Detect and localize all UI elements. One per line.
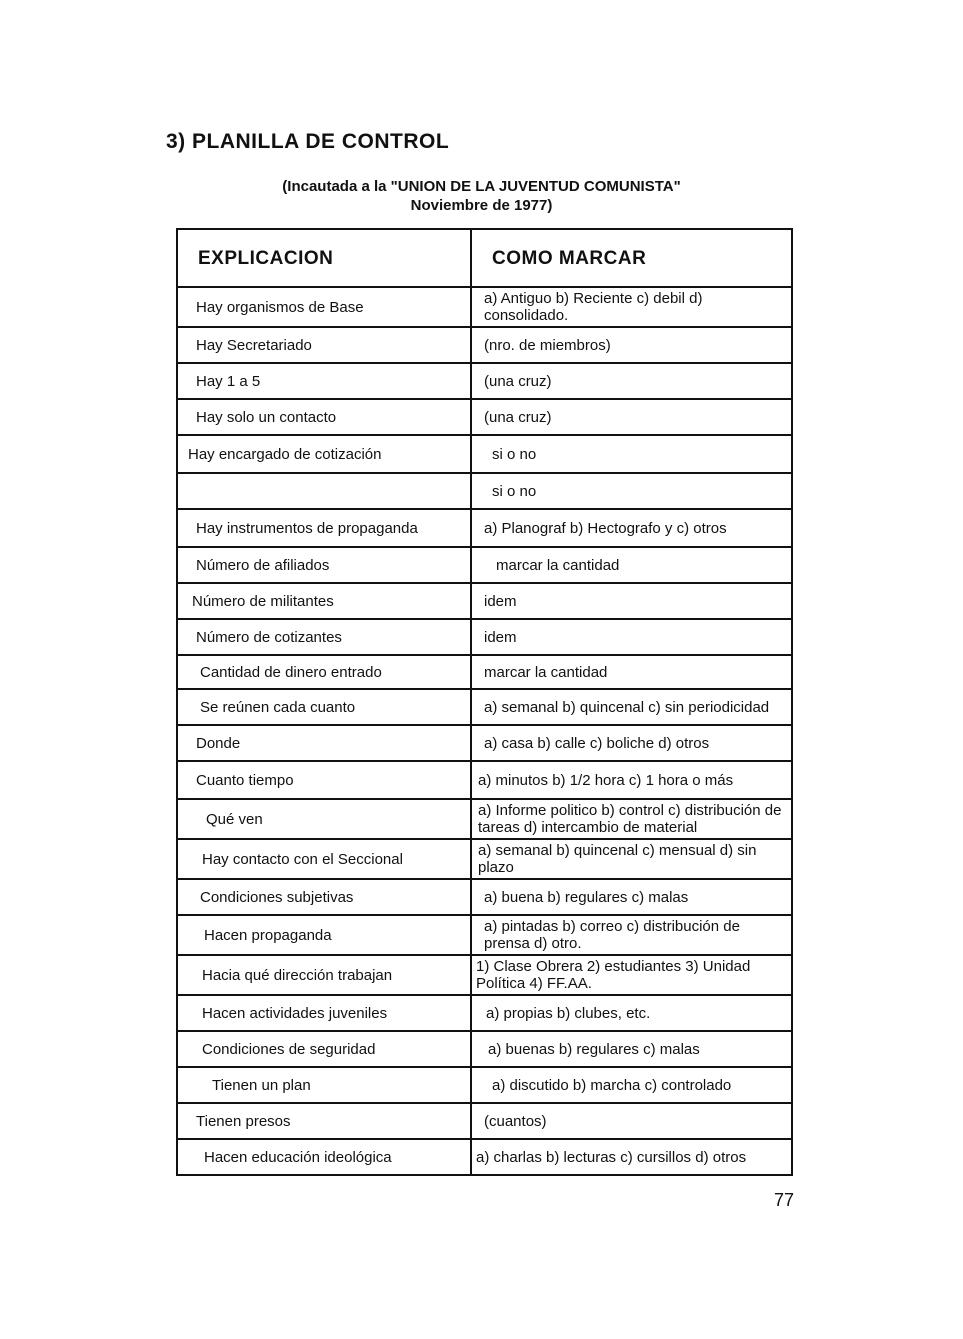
explicacion-cell: Cantidad de dinero entrado [177,655,471,689]
como-marcar-cell: marcar la cantidad [471,655,792,689]
table-row [177,879,792,915]
page-heading: 3) PLANILLA DE CONTROL [166,130,450,153]
explicacion-cell: Hay Secretariado [177,327,471,363]
explicacion-cell: Hacen educación ideológica [177,1139,471,1175]
subheading-line-2: Noviembre de 1977) [410,197,553,214]
como-marcar-cell: a) Informe politico b) control c) distribución de tareas d) intercambio de material [471,799,792,839]
como-marcar-cell: si o no [471,435,792,473]
como-marcar-cell: a) minutos b) 1/2 hora c) 1 hora o más [471,761,792,799]
table-row [177,547,792,583]
explicacion-cell: Hay instrumentos de propaganda [177,509,471,547]
como-marcar-cell: si o no [471,473,792,509]
como-marcar-cell: a) buena b) regulares c) malas [471,879,792,915]
como-marcar-cell: a) propias b) clubes, etc. [471,995,792,1031]
table-row [177,583,792,619]
como-marcar-cell: a) semanal b) quincenal c) mensual d) sin plazo [471,839,792,879]
explicacion-cell: Número de cotizantes [177,619,471,655]
explicacion-cell: Condiciones subjetivas [177,879,471,915]
table-row [177,619,792,655]
explicacion-cell: Número de militantes [177,583,471,619]
como-marcar-cell: (cuantos) [471,1103,792,1139]
explicacion-cell: Donde [177,725,471,761]
explicacion-cell: Hay 1 a 5 [177,363,471,399]
como-marcar-cell: marcar la cantidad [471,547,792,583]
explicacion-cell: Número de afiliados [177,547,471,583]
como-marcar-cell: a) buenas b) regulares c) malas [471,1031,792,1067]
explicacion-cell: Hacia qué dirección trabajan [177,955,471,995]
como-marcar-cell: a) semanal b) quincenal c) sin periodicidad [471,689,792,725]
table-row [177,287,792,327]
explicacion-cell: Qué ven [177,799,471,839]
table-row [177,509,792,547]
table-row [177,725,792,761]
subheading-line-1: (Incautada a la "UNION DE LA JUVENTUD COMUNISTA" [282,178,681,195]
como-marcar-cell: a) pintadas b) correo c) distribución de prensa d) otro. [471,915,792,955]
table-row [177,689,792,725]
table-row [177,995,792,1031]
table-row [177,915,792,955]
como-marcar-cell: a) charlas b) lecturas c) cursillos d) otros [471,1139,792,1175]
page-number: 77 [774,1190,795,1210]
explicacion-cell: Condiciones de seguridad [177,1031,471,1067]
explicacion-cell: Hay organismos de Base [177,287,471,327]
explicacion-cell: Hay encargado de cotización [177,435,471,473]
como-marcar-cell: a) Planograf b) Hectografo y c) otros [471,509,792,547]
explicacion-cell [177,473,471,509]
control-table [176,228,793,1176]
como-marcar-cell: (nro. de miembros) [471,327,792,363]
table-row [177,955,792,995]
table-header-row [177,229,792,287]
table-row [177,839,792,879]
explicacion-cell: Hacen propaganda [177,915,471,955]
table-row [177,363,792,399]
como-marcar-cell: a) Antiguo b) Reciente c) debil d) consolidado. [471,287,792,327]
table-row [177,1067,792,1103]
como-marcar-cell: 1) Clase Obrera 2) estudiantes 3) Unidad Política 4) FF.AA. [471,955,792,995]
table-row [177,399,792,435]
explicacion-cell: Hay solo un contacto [177,399,471,435]
como-marcar-cell: idem [471,583,792,619]
column-header-explicacion: EXPLICACION [177,229,471,287]
table-row [177,799,792,839]
explicacion-cell: Hay contacto con el Seccional [177,839,471,879]
table-row [177,655,792,689]
table-row [177,435,792,473]
table-row [177,761,792,799]
como-marcar-cell: (una cruz) [471,399,792,435]
table-row [177,1139,792,1175]
explicacion-cell: Hacen actividades juveniles [177,995,471,1031]
table-row [177,473,792,509]
explicacion-cell: Tienen un plan [177,1067,471,1103]
table-row [177,1031,792,1067]
como-marcar-cell: a) casa b) calle c) boliche d) otros [471,725,792,761]
table-row [177,327,792,363]
column-header-como-marcar: COMO MARCAR [471,229,792,287]
como-marcar-cell: a) discutido b) marcha c) controlado [471,1067,792,1103]
como-marcar-cell: (una cruz) [471,363,792,399]
table-row [177,1103,792,1139]
explicacion-cell: Se reúnen cada cuanto [177,689,471,725]
como-marcar-cell: idem [471,619,792,655]
explicacion-cell: Cuanto tiempo [177,761,471,799]
explicacion-cell: Tienen presos [177,1103,471,1139]
